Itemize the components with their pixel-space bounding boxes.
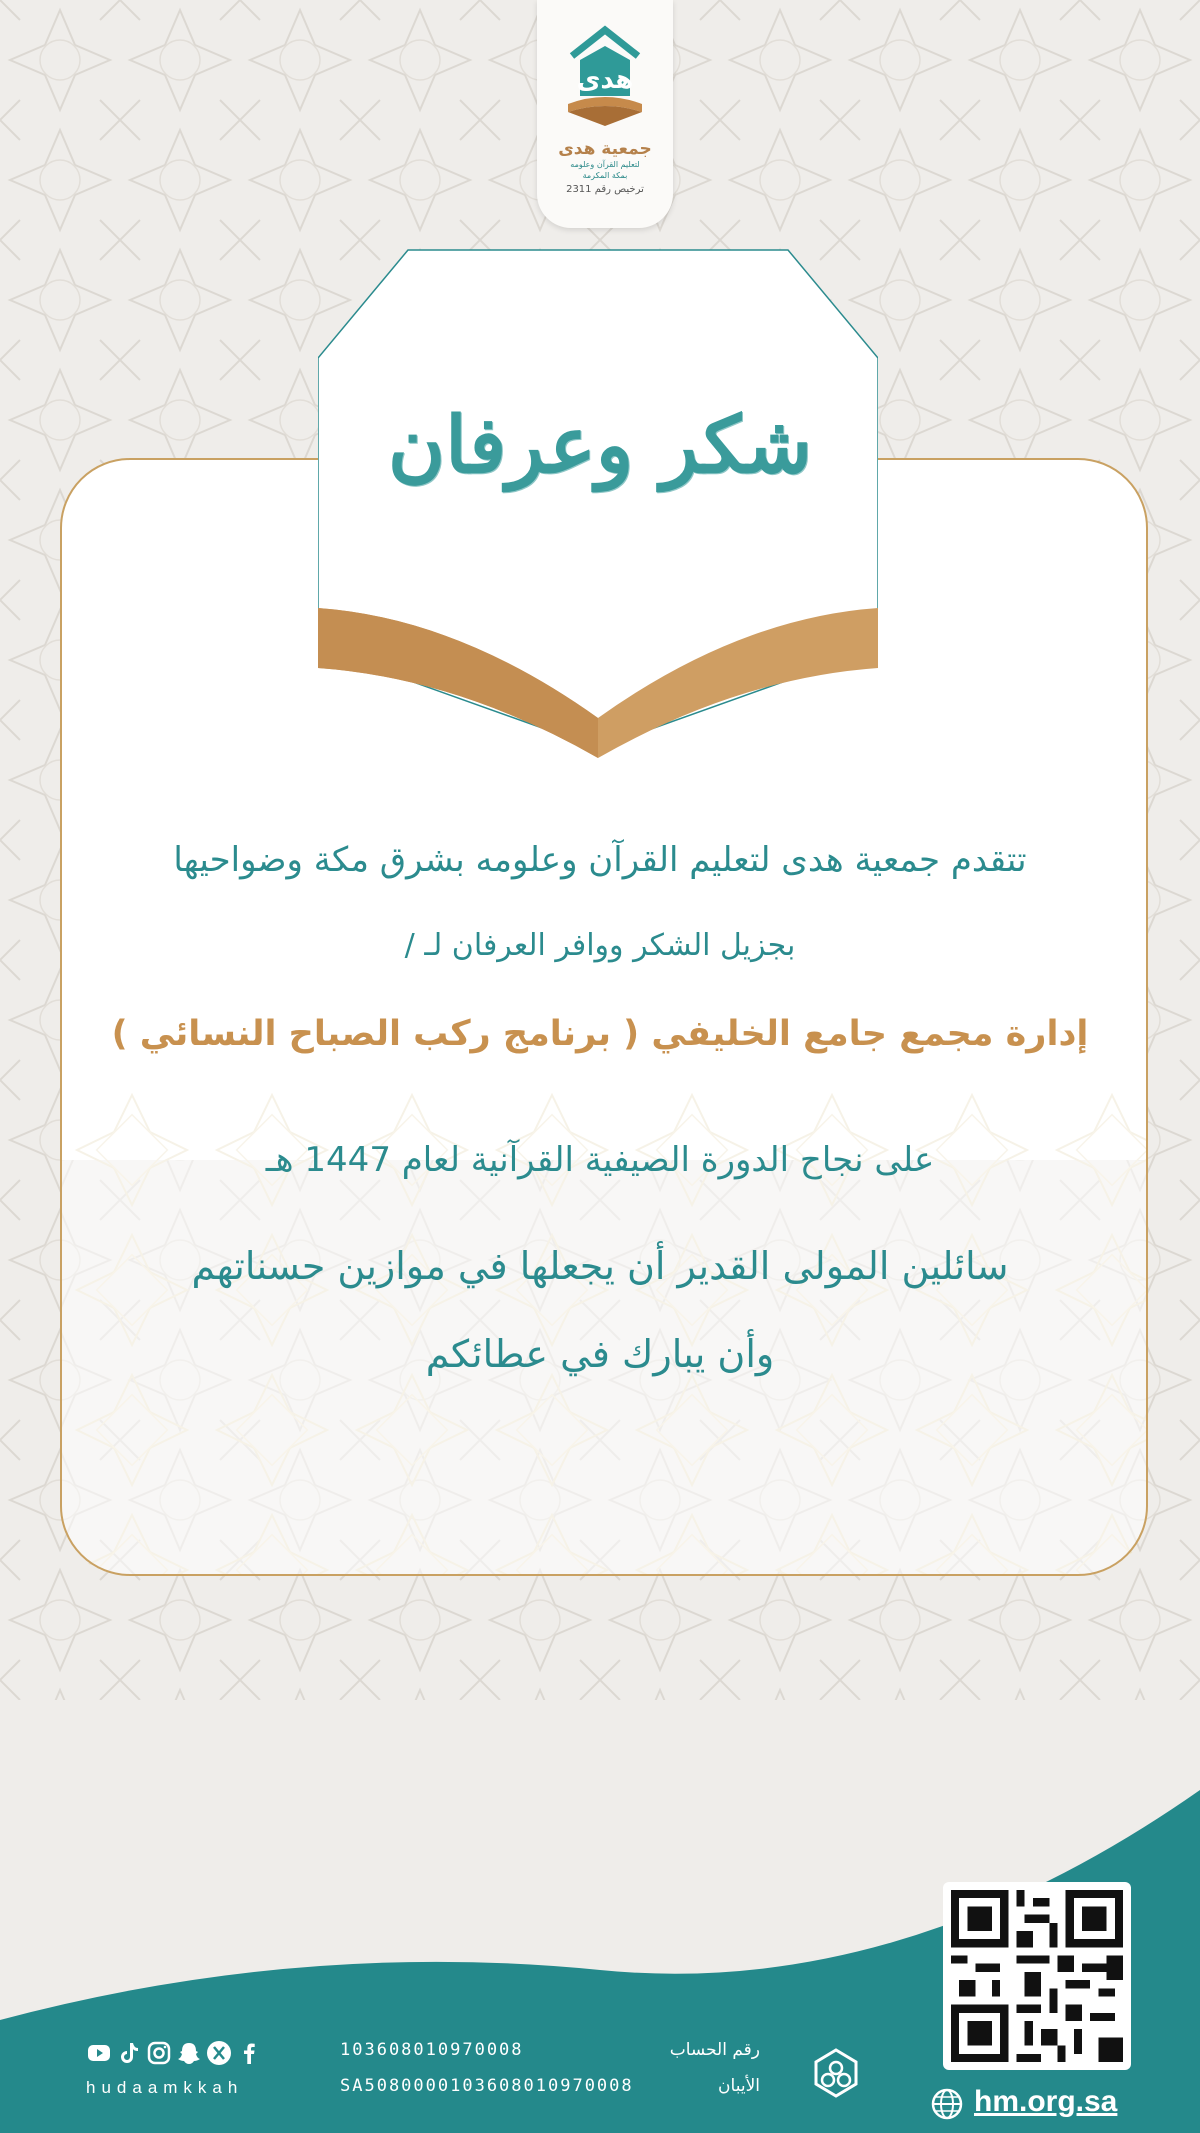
x-icon[interactable] (206, 2040, 232, 2066)
logo-org-name: جمعية هدى (558, 139, 652, 159)
social-handle: hudaamkkah (86, 2078, 244, 2097)
website-text: hm.org.sa (974, 2085, 1118, 2118)
thanks-title: شكر وعرفان (387, 400, 813, 491)
iban-label: الأيبان (718, 2076, 760, 2096)
organization-logo (537, 0, 673, 228)
body-line-2: بجزيل الشكر ووافر العرفان لـ / (404, 928, 796, 963)
logo-emblem-icon (550, 8, 660, 133)
logo-org-sub2: بمكة المكرمة (582, 171, 628, 180)
recipient-name: إدارة مجمع جامع الخليفي ( برنامج ركب الصباح النسائي ) (111, 1014, 1089, 1054)
body-line-4: على نجاح الدورة الصيفية القرآنية لعام 1447 هـ (265, 1140, 935, 1180)
body-line-6: وأن يبارك في عطائكم (425, 1332, 775, 1376)
tiktok-icon[interactable] (116, 2040, 142, 2066)
snapchat-icon[interactable] (176, 2040, 202, 2066)
logo-license: ترخيص رقم 2311 (566, 184, 644, 195)
social-icons (86, 2040, 286, 2080)
account-label: رقم الحساب (669, 2040, 760, 2060)
globe-icon (930, 2087, 964, 2121)
body-line-5: سائلين المولى القدير أن يجعلها في موازين حسناتهم (191, 1244, 1009, 1288)
instagram-icon[interactable] (146, 2040, 172, 2066)
body-line-1: تتقدم جمعية هدى لتعليم القرآن وعلومه بشرق مكة وضواحيها (173, 840, 1027, 880)
qr-code-icon (951, 1890, 1123, 2062)
facebook-icon[interactable] (236, 2040, 262, 2066)
iban-number: SA5080000103608010970008 (340, 2076, 634, 2096)
svg-text:هدى: هدى (576, 65, 634, 95)
account-number: 103608010970008 (340, 2040, 524, 2060)
qr-code[interactable] (943, 1882, 1131, 2070)
website-link[interactable] (928, 2085, 1138, 2121)
bank-logo-icon (808, 2046, 864, 2098)
youtube-icon[interactable] (86, 2040, 112, 2066)
title-badge (318, 248, 878, 758)
logo-org-sub1: لتعليم القرآن وعلومه (570, 160, 640, 169)
